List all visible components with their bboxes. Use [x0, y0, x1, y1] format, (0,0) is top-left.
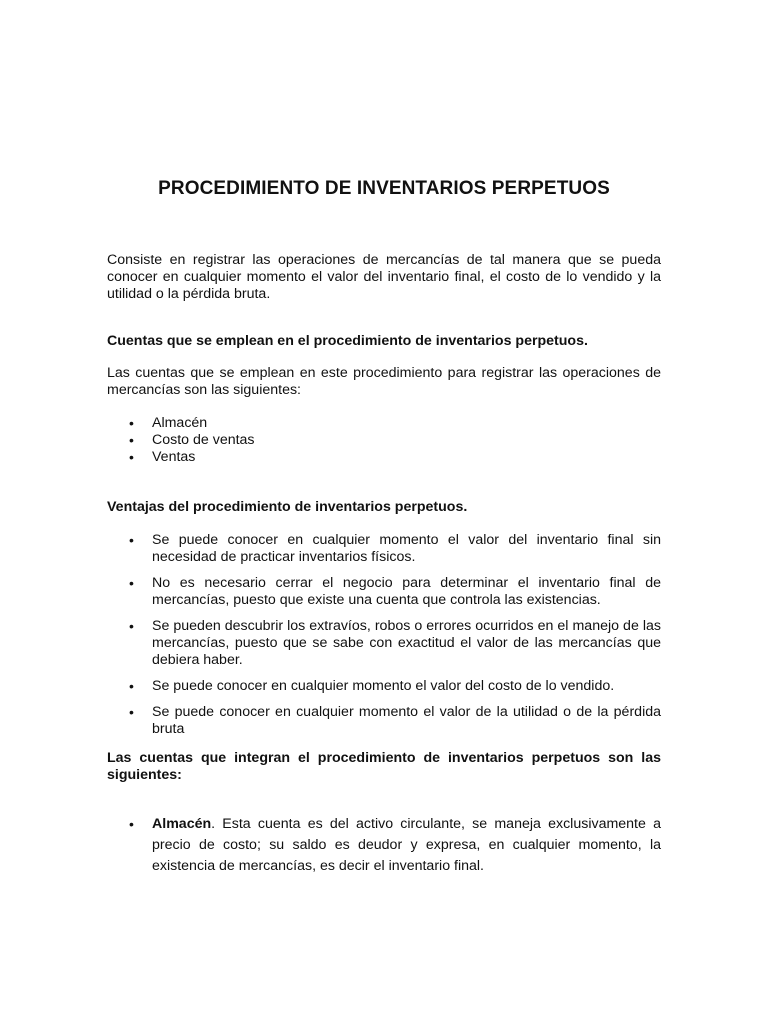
- list-item: [107, 678, 661, 695]
- section-heading-cuentas: Cuentas que se emplean en el procedimiento de inventarios perpetuos.: [107, 333, 588, 349]
- bullet-icon: •: [129, 618, 134, 634]
- list-item-text: Se puede conocer en cualquier momento el valor de la utilidad o de la pérdida bruta: [152, 704, 661, 737]
- list-item-text: Se pueden descubrir los extravíos, robos o errores ocurridos en el manejo de las mercancías, puesto que se sabe con exactitud el valor de las mercancías que debiera haber.: [152, 618, 661, 668]
- bullet-icon: •: [129, 449, 134, 465]
- list-item-text: Costo de ventas: [152, 432, 255, 448]
- list-item-text: [152, 816, 661, 874]
- bullet-icon: •: [129, 704, 134, 720]
- bullet-icon: •: [129, 432, 134, 448]
- list-item: [107, 814, 661, 877]
- bullet-icon: •: [129, 575, 134, 591]
- section-text-cuentas: Las cuentas que se emplean en este procedimiento para registrar las operaciones de mercancías son las siguientes:: [107, 365, 661, 398]
- advantages-list: [107, 532, 661, 747]
- list-item-text: Se puede conocer en cualquier momento el valor del inventario final sin necesidad de practicar inventarios físicos.: [152, 532, 661, 565]
- list-item-text: Se puede conocer en cualquier momento el valor del costo de lo vendido.: [152, 678, 615, 694]
- integrating-accounts-list: [107, 814, 661, 877]
- bullet-icon: •: [129, 678, 134, 694]
- section-heading-integran: Las cuentas que integran el procedimiento de inventarios perpetuos son las siguientes:: [107, 750, 661, 783]
- list-item: [107, 532, 661, 566]
- account-description: . Esta cuenta es del activo circulante, se maneja exclusivamente a precio de costo; su saldo es deudor y expresa, en cualquier momento, la existencia de mercancías, es decir el inventario final.: [152, 816, 661, 874]
- list-item: [107, 704, 661, 738]
- list-item-text: Ventas: [152, 449, 196, 465]
- document-title: PROCEDIMIENTO DE INVENTARIOS PERPETUOS: [158, 178, 610, 199]
- list-item-text: Almacén: [152, 415, 208, 431]
- bullet-icon: •: [129, 415, 134, 431]
- list-item: [107, 575, 661, 609]
- list-item: [107, 618, 661, 669]
- accounts-list: [107, 415, 661, 466]
- account-term: Almacén: [152, 816, 212, 832]
- list-item-text: No es necesario cerrar el negocio para determinar el inventario final de mercancías, puesto que existe una cuenta que controla las existencias.: [152, 575, 661, 608]
- section-heading-ventajas: Ventajas del procedimiento de inventarios perpetuos.: [107, 499, 468, 515]
- list-item: [107, 432, 661, 449]
- bullet-icon: •: [129, 816, 134, 832]
- intro-paragraph: Consiste en registrar las operaciones de mercancías de tal manera que se pueda conocer en cualquier momento el valor del inventario final, el costo de lo vendido y la utilidad o la pérdida bruta.: [107, 252, 661, 302]
- list-item: [107, 415, 661, 432]
- bullet-icon: •: [129, 532, 134, 548]
- list-item: [107, 449, 661, 466]
